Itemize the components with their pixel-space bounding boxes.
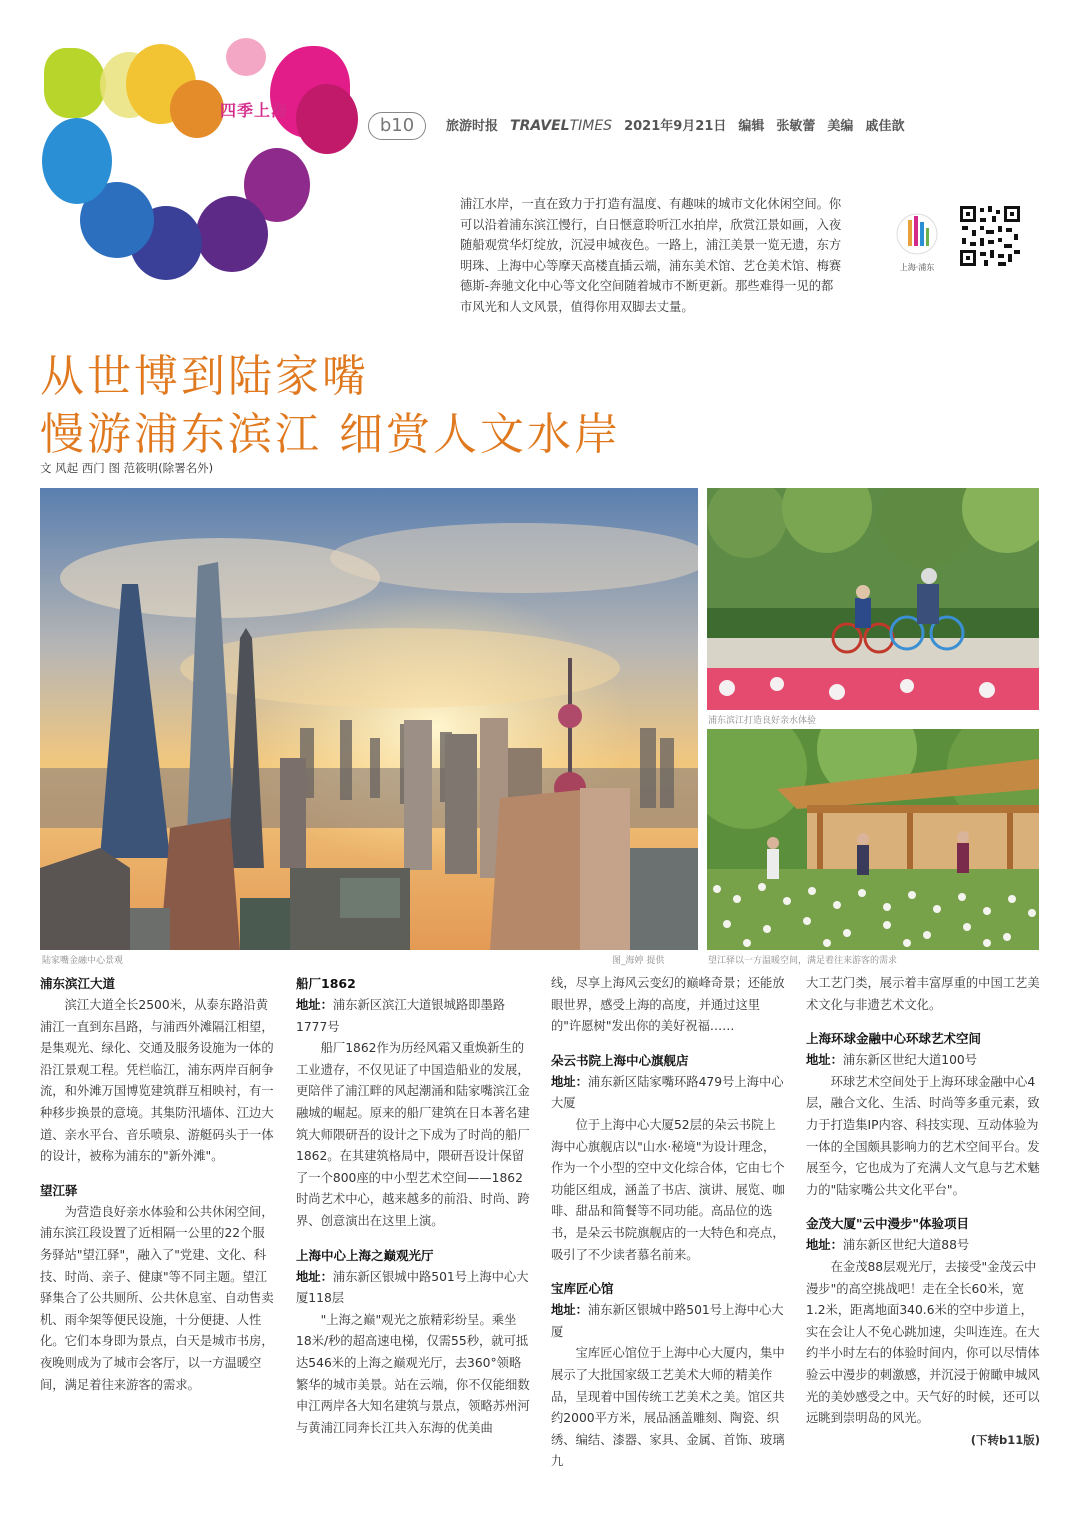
address-label: 地址： [806,1238,843,1253]
paper-brand [510,118,612,134]
address-line [551,1300,785,1343]
continued-note: (下转b11版) [970,1432,1040,1447]
caption-pavilion: 望江驿以一方温暖空间，满足着往来游客的需求 [708,956,898,966]
art-editor-name: 戚佳歆 [865,119,905,134]
article-heading: 宝库匠心馆 [551,1281,614,1297]
article-column-3 [551,973,785,1473]
address-label: 地址： [551,1303,588,1318]
article-heading: 金茂大厦"云中漫步"体验项目 [806,1216,970,1232]
article-heading: 上海中心上海之巅观光厅 [296,1247,434,1263]
address-label: 地址： [806,1053,843,1068]
caption-skyline: 陆家嘴金融中心景观 [42,956,124,966]
article-heading: 上海环球金融中心环球艺术空间 [806,1031,982,1047]
photo-credit: 图_海婷 提供 [612,956,665,966]
address-text: 浦东新区银城中路501号上海中心大厦118层 [296,1269,529,1306]
wangjiangyi-pavilion-photo [707,729,1039,950]
article-paragraph: 船厂1862作为历经风霜又重焕新生的工业遗存，不仅见证了中国造船业的发展，更陪伴了浦江畔的风起潮涌和陆家嘴滨江金融城的崛起。原来的船厂建筑在日本著名建筑大师隈研吾的设计之下成为了时尚的船厂1862。在其建筑格局中，隈研吾设计保留了一个800座的中小型艺术空间——1862时尚艺术中心，越来越多的前沿、时尚、跨界、创意演出在这里上演。 [296,1041,530,1228]
issue-date: 2021年9月21日 [624,119,727,134]
pudong-logo [890,210,944,270]
address-text: 浦东新区世纪大道100号 [842,1053,978,1068]
article-paragraph: "上海之巅"观光之旅精彩纷呈。乘坐18米/秒的超高速电梯，仅需55秒，就可抵达546米的上海之巅观光厅，去360°领略繁华的城市美景。站在云端，你不仅能细数申江两岸各大知名建筑与景点，领略苏州河与黄浦江同奔长江共入东海的优美曲 [296,1312,530,1435]
logo-text: 上海·浦东 [899,263,935,272]
article-paragraph: 位于上海中心大厦52层的朵云书院上海中心旗舰店以"山水·秘境"为设计理念，作为一个小型的空中文化综合体，它由七个功能区组成，涵盖了书店、演讲、展览、咖啡、甜品和简餐等不同功能。高品位的选书，是朵云书院旗舰店的一大特色和亮点，吸引了不少读者慕名前来。 [551,1117,785,1262]
pudong-logo-mark [890,210,944,258]
address-line [551,1072,785,1115]
section-tag: 四季上海 [220,101,289,120]
caption-cycling: 浦东滨江打造良好亲水体验 [708,716,817,726]
masthead [446,115,904,134]
article-paragraph: 在金茂88层观光厅，去接受"金茂云中漫步"的高空挑战吧！走在全长60米，宽1.2米，距离地面340.6米的空中步道上，实在会让人不免心跳加速，尖叫连连。在大约半小时左右的体验时间内，你可以尽情体验云中漫步的刺激感，并沉浸于俯瞰申城风光的美妙感受之中。天气好的时候，还可以远眺到崇明岛的风光。 [806,1259,1040,1426]
article-heading: 浦东滨江大道 [40,976,116,991]
address-label: 地址： [296,1269,333,1284]
article-paragraph: 宝库匠心馆位于上海中心大厦内，集中展示了大批国家级工艺美术大师的精美作品，呈现着中国传统工艺美术之美。馆区共约2000平方米，展品涵盖雕刻、陶瓷、织绣、编结、漆器、家具、金属、首饰、玻璃九 [551,1346,785,1469]
address-line [296,1267,530,1310]
brand-light: TIMES [569,118,613,134]
article-column-4 [806,973,1040,1451]
article-heading: 望江驿 [40,1182,78,1198]
address-line [806,1235,1040,1257]
address-label: 地址： [296,998,333,1012]
art-editor-label: 美编 [827,119,854,134]
address-text: 浦东新区世纪大道88号 [842,1238,970,1253]
editor-name: 张敏蕾 [776,119,816,134]
address-text: 浦东新区银城中路501号上海中心大厦 [551,1303,784,1339]
address-text: 浦东新区陆家嘴环路479号上海中心大厦 [551,1074,784,1111]
headline-line-1: 从世博到陆家嘴 [40,351,369,402]
address-text: 浦东新区滨江大道银城路即墨路1777号 [296,998,506,1034]
article-paragraph: 环球艺术空间处于上海环球金融中心4层，融合文化、生活、时尚等多重元素，致力于打造集IP内容、科技实现、互动体验为一体的全国颇具影响力的艺术空间平台。发展至今，它也成为了充满人文气息与艺术魅力的"陆家嘴公共文化平台"。 [806,1074,1040,1197]
article-heading: 船厂1862 [296,976,356,991]
paper-name: 旅游时报 [446,119,499,134]
article-paragraph: 大工艺门类，展示着丰富厚重的中国工艺美术文化与非遗艺术文化。 [806,976,1040,1012]
qr-code[interactable] [958,204,1022,268]
lujiazui-skyline-photo [40,488,698,950]
intro-paragraph: 浦江水岸，一直在致力于打造有温度、有趣味的城市文化休闲空间。你可以沿着浦东滨江慢行，白日惬意聆听江水拍岸，欣赏江景如画，入夜随船观赏华灯绽放，沉浸申城夜色。一路上，浦江美景一览无遗，东方明珠、上海中心等摩天高楼直插云端，浦东美术馆、艺仓美术馆、梅赛德斯-奔驰文化中心等文化空间随着城市不断更新。那些难得一见的都市风光和人文风景，值得你用双脚去丈量。 [460,197,842,314]
address-line [806,1050,1040,1072]
editor-label: 编辑 [738,119,765,134]
page-number: b10 [368,112,426,140]
article-column-2 [296,973,530,1439]
riverside-cycling-photo [707,488,1039,710]
article-paragraph: 为营造良好亲水体验和公共休闲空间，浦东滨江段设置了近相隔一公里的22个服务驿站"望江驿"，融入了"党建、文化、科技、时尚、亲子、健康"等不同主题。望江驿集合了公共厕所、公共休息室、自动售卖机、雨伞架等便民设施，十分便捷、人性化。它们本身即为景点，白天是城市书房，夜晚则成为了城市会客厅，以一方温暖空间，满足着往来游客的需求。 [40,1204,274,1392]
address-label: 地址： [551,1074,588,1089]
article-paragraph: 线，尽享上海风云变幻的巅峰奇景；还能放眼世界，感受上海的高度，并通过这里的"许愿树"发出你的美好祝福…… [551,976,785,1034]
article-paragraph: 滨江大道全长2500米，从泰东路沿黄浦江一直到东昌路，与浦西外滩隔江相望，是集观光、绿化、交通及服务设施为一体的沿江景观工程。凭栏临江，浦东两岸百舸争流，和外滩万国博览建筑群互相映衬，有一种移步换景的意境。其集防汛墙体、江边大道、亲水平台、音乐喷泉、游艇码头于一体的设计，被称为浦东的"新外滩"。 [40,998,274,1164]
brand-bold: TRAVEL [510,118,570,134]
headline-line-2: 慢游浦东滨江 细赏人文水岸 [40,409,621,460]
article-heading: 朵云书院上海中心旗舰店 [551,1052,689,1068]
address-line [296,995,530,1038]
article-column-1 [40,973,274,1396]
byline: 文 风起 西门 图 范筱明(除署名外) [40,461,214,475]
